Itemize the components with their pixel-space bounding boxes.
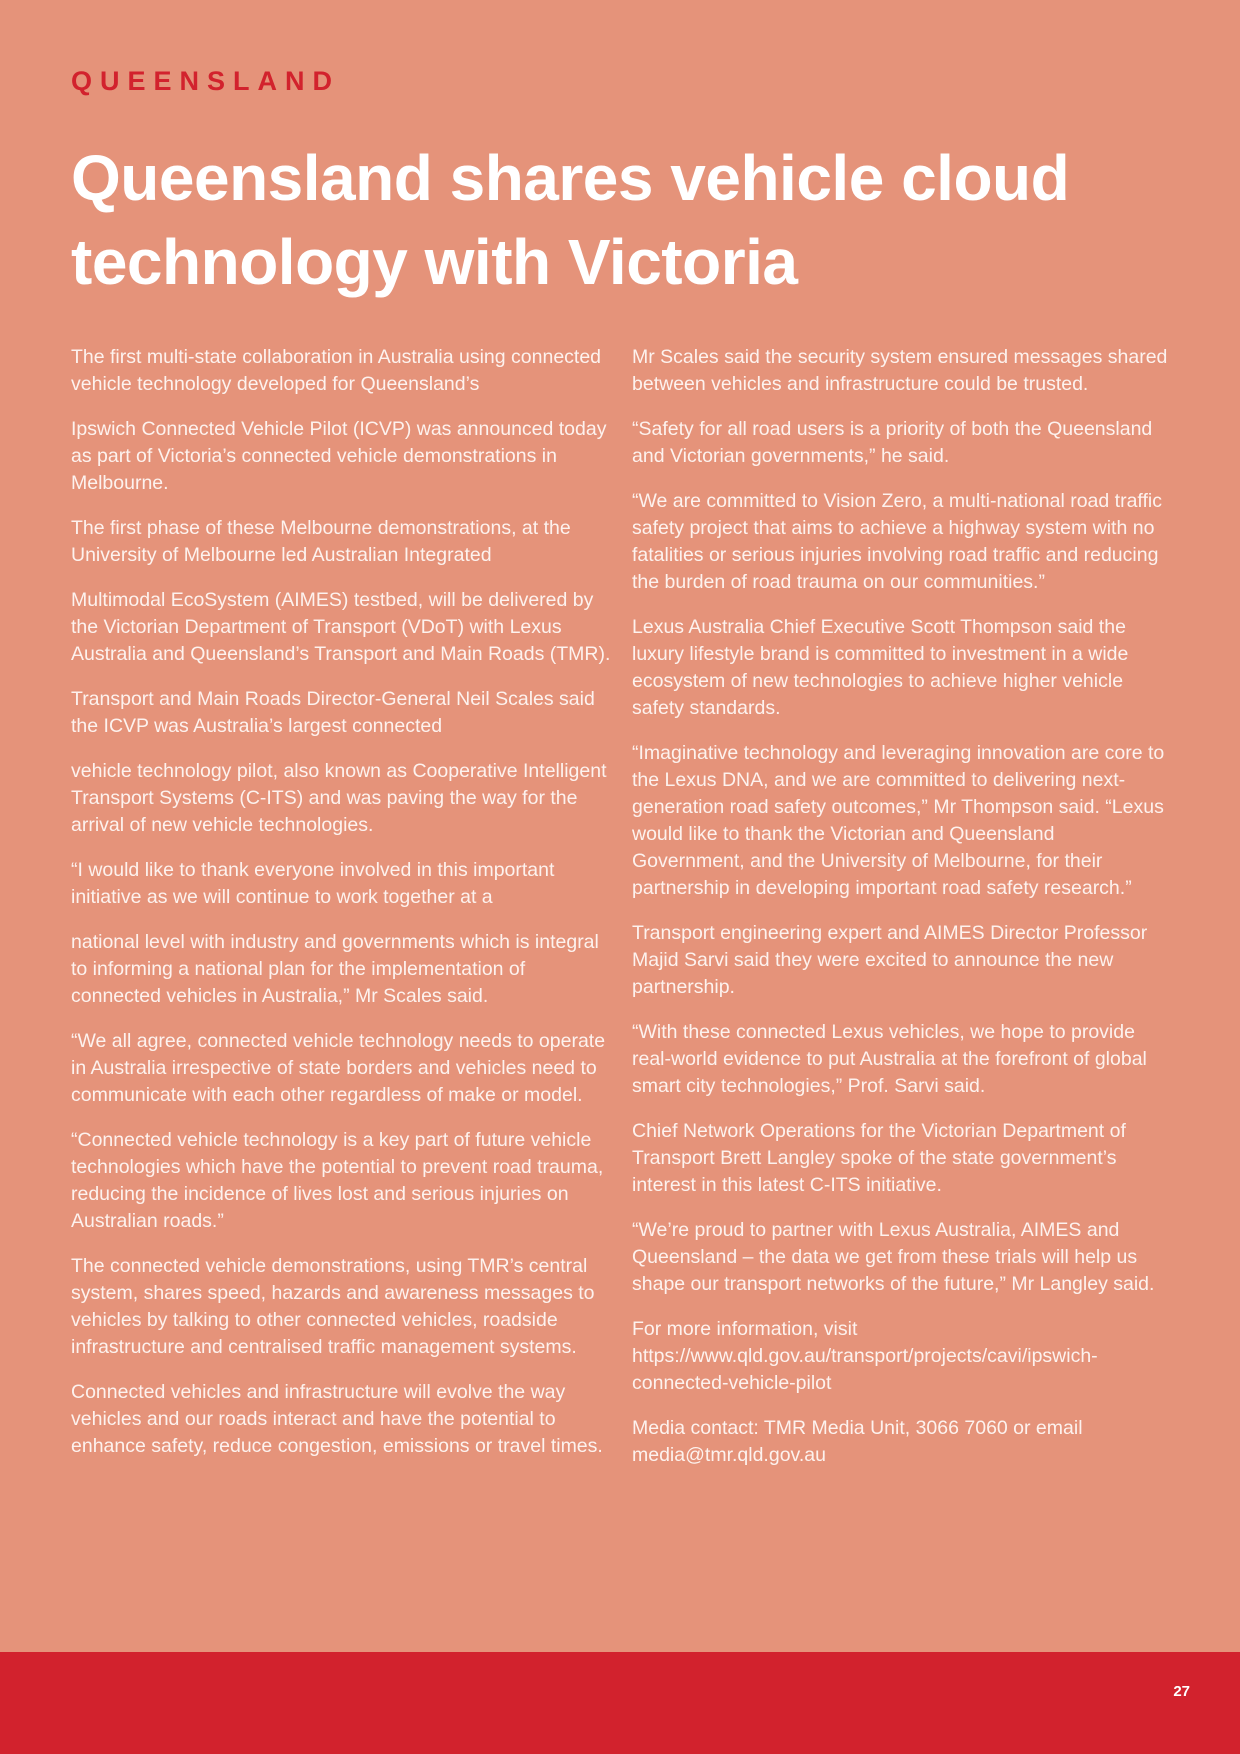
paragraph: national level with industry and governments which is integral to informing a national plan for the implementation of connected vehicles in Australia,” Mr Scales said. (71, 931, 599, 1007)
paragraph: “Safety for all road users is a priority of both the Queensland and Victorian governments,” he said. (632, 418, 1153, 467)
paragraph: Lexus Australia Chief Executive Scott Thompson said the luxury lifestyle brand is committed to investment in a wide ecosystem of new technologies to achieve higher vehicle safety standards. (632, 616, 1129, 719)
paragraph: The first phase of these Melbourne demonstrations, at the University of Melbourne led Australian Integrated (71, 517, 571, 566)
paragraph: “We all agree, connected vehicle technology needs to operate in Australia irrespective of state borders and vehicles need to communicate with each other regardless of make or model. (71, 1030, 606, 1106)
paragraph: Mr Scales said the security system ensured messages shared between vehicles and infrastructure could be trusted. (632, 346, 1168, 395)
paragraph: “We are committed to Vision Zero, a multi-national road traffic safety project that aims to achieve a highway system with no fatalities or serious injuries involving road traffic and reducing the burden of road trauma on our communities.” (632, 490, 1162, 593)
more-info-link[interactable]: For more information, visit https://www.qld.gov.au/transport/projects/cavi/ipswich-connected-vehicle-pilot (632, 1318, 1098, 1394)
article-headline: Queensland shares vehicle cloud technology with Victoria (71, 142, 1070, 298)
paragraph: “I would like to thank everyone involved in this important initiative as we will continue to work together at a (71, 859, 555, 908)
paragraph: Chief Network Operations for the Victorian Department of Transport Brett Langley spoke of the state government’s interest in this latest C-ITS initiative. (632, 1120, 1126, 1196)
paragraph: “We’re proud to partner with Lexus Australia, AIMES and Queensland – the data we get from these trials will help us shape our transport networks of the future,” Mr Langley said. (632, 1219, 1155, 1295)
paragraph: “With these connected Lexus vehicles, we hope to provide real-world evidence to put Australia at the forefront of global smart city technologies,” Prof. Sarvi said. (632, 1021, 1147, 1097)
paragraph: Transport and Main Roads Director-General Neil Scales said the ICVP was Australia’s largest connected (71, 688, 595, 737)
paragraph: Connected vehicles and infrastructure will evolve the way vehicles and our roads interact and have the potential to enhance safety, reduce congestion, emissions or travel times. (71, 1381, 603, 1457)
paragraph: “Imaginative technology and leveraging innovation are core to the Lexus DNA, and we are committed to delivering next-generation road safety outcomes,” Mr Thompson said. “Lexus would like to thank the Victorian and Queensland Government, and the University of Melbourne, for their partnership in developing important road safety research.” (632, 742, 1165, 899)
paragraph: Transport engineering expert and AIMES Director Professor Majid Sarvi said they were excited to announce the new partnership. (632, 922, 1148, 998)
page-number: 27 (1173, 1683, 1190, 1700)
paragraph: vehicle technology pilot, also known as Cooperative Intelligent Transport Systems (C-ITS) and was paving the way for the arrival of new vehicle technologies. (71, 760, 607, 836)
footer-bar (0, 1652, 1240, 1754)
media-contact[interactable]: Media contact: TMR Media Unit, 3066 7060 or email media@tmr.qld.gov.au (632, 1417, 1083, 1466)
paragraph: Multimodal EcoSystem (AIMES) testbed, will be delivered by the Victorian Department of Transport (VDoT) with Lexus Australia and Queensland’s Transport and Main Roads (TMR). (71, 589, 611, 665)
paragraph: “Connected vehicle technology is a key part of future vehicle technologies which have the potential to prevent road trauma, reducing the incidence of lives lost and serious injuries on Australian roads.” (71, 1129, 604, 1232)
paragraph: Ipswich Connected Vehicle Pilot (ICVP) was announced today as part of Victoria’s connected vehicle demonstrations in Melbourne. (71, 418, 607, 494)
paragraph: The connected vehicle demonstrations, using TMR’s central system, shares speed, hazards and awareness messages to vehicles by talking to other connected vehicles, roadside infrastructure and centralised traffic management systems. (71, 1255, 595, 1358)
article-left-column (71, 344, 616, 1478)
article-right-column (632, 344, 1172, 1487)
section-kicker: QUEENSLAND (71, 66, 341, 96)
paragraph: The first multi-state collaboration in Australia using connected vehicle technology developed for Queensland’s (71, 346, 602, 395)
